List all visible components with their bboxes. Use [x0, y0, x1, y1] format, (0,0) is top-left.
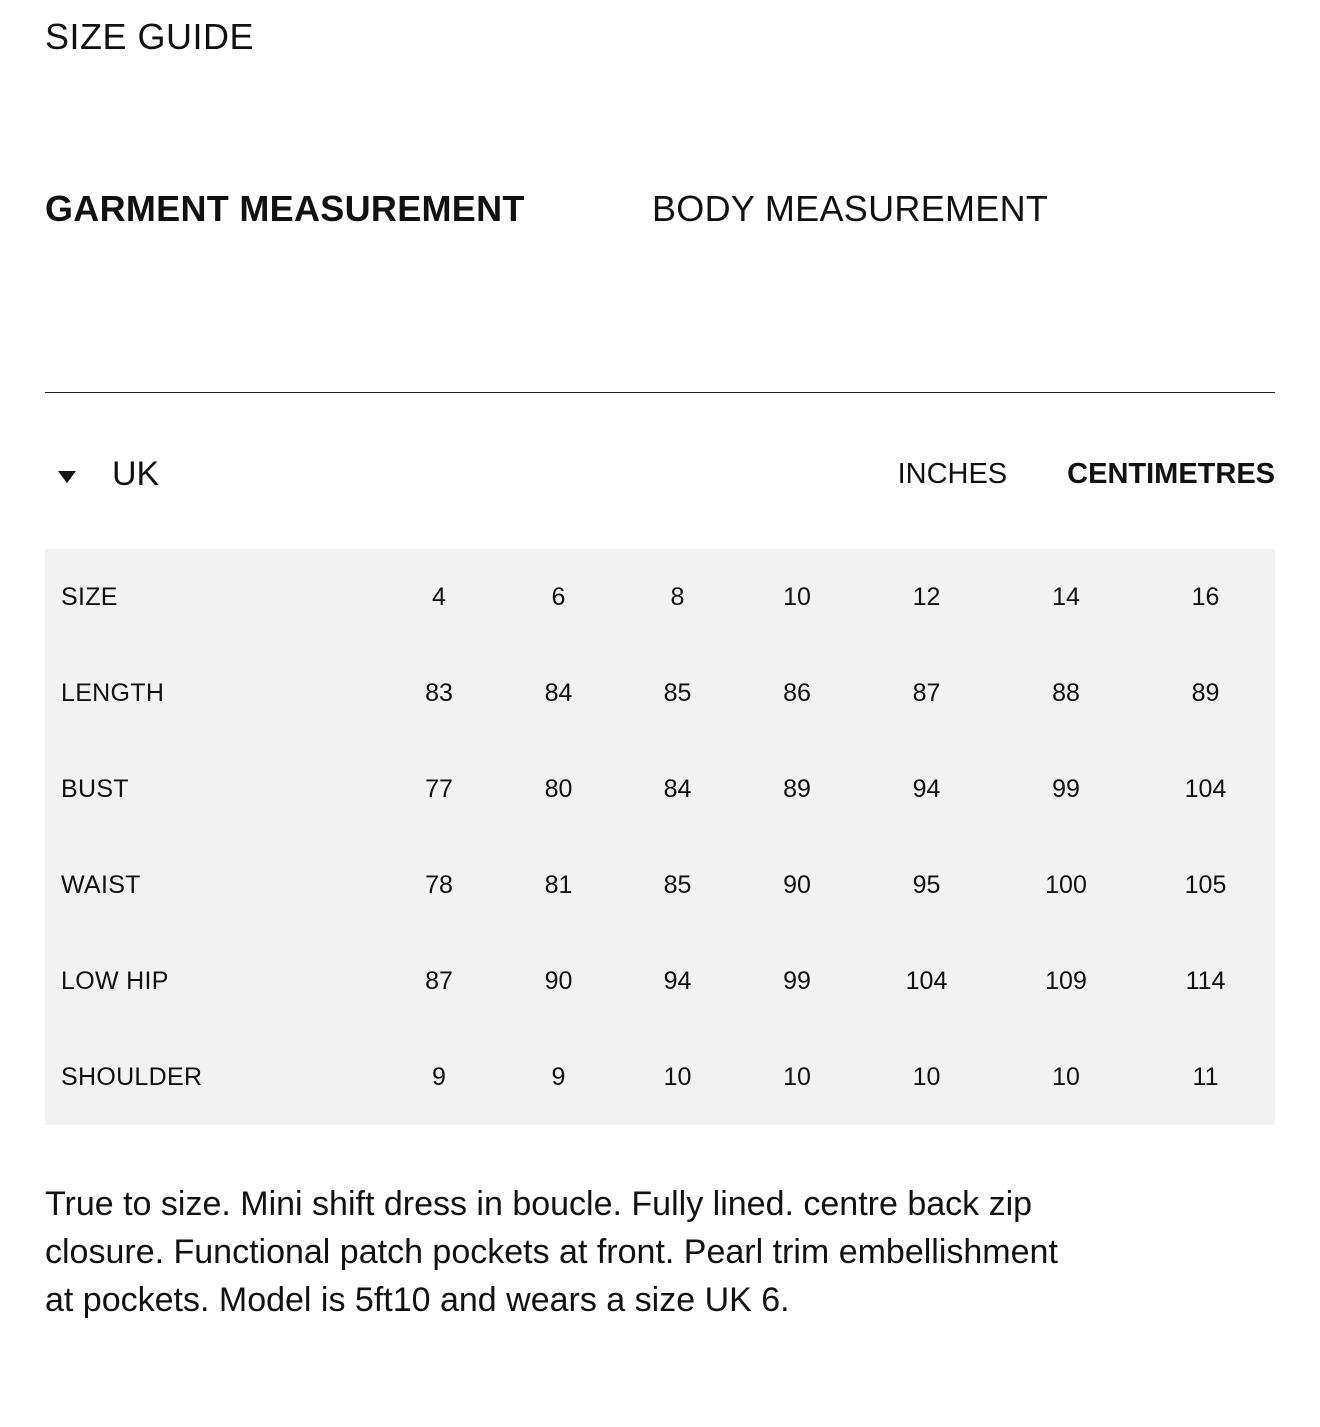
table-cell: 84 [544, 678, 573, 707]
row-label: LOW HIP [61, 966, 169, 995]
tab-garment-measurement[interactable]: GARMENT MEASUREMENT [45, 188, 525, 229]
caret-down-icon [58, 471, 76, 483]
table-cell: 109 [1045, 966, 1087, 995]
row-label: BUST [61, 774, 129, 803]
table-cell: 87 [912, 678, 941, 707]
row-label: LENGTH [61, 678, 165, 707]
unit-toggle [838, 458, 1275, 491]
table-cell: 10 [783, 582, 811, 611]
unit-inches[interactable]: INCHES [897, 458, 1008, 490]
table-cell: 16 [1191, 582, 1220, 611]
table-cell: 99 [1052, 774, 1080, 803]
row-label: SIZE [61, 582, 118, 611]
section-divider [45, 392, 1275, 393]
table-cell: 11 [1192, 1062, 1219, 1091]
table-cell: 9 [432, 1062, 446, 1091]
table-cell: 88 [1052, 678, 1080, 707]
table-cell: 104 [1184, 774, 1227, 803]
table-row [45, 549, 1275, 645]
measurement-tabs [45, 188, 1049, 230]
table-row [45, 837, 1275, 933]
row-label: SHOULDER [61, 1062, 203, 1091]
table-cell: 90 [783, 870, 811, 899]
table-cell: 84 [663, 774, 692, 803]
table-cell: 89 [1191, 678, 1220, 707]
table-cell: 10 [1052, 1062, 1080, 1091]
table-cell: 10 [783, 1062, 811, 1091]
table-cell: 10 [663, 1062, 692, 1091]
table-cell: 78 [425, 870, 453, 899]
table-row [45, 741, 1275, 837]
region-dropdown[interactable] [58, 455, 159, 494]
table-row [45, 933, 1275, 1029]
table-cell: 80 [544, 774, 573, 803]
table-cell: 85 [663, 678, 692, 707]
table-cell: 4 [432, 582, 446, 611]
table-cell: 9 [551, 1062, 566, 1091]
table-cell: 104 [905, 966, 948, 995]
table-cell: 14 [1052, 582, 1080, 611]
table-row [45, 645, 1275, 741]
tab-body-measurement[interactable]: BODY MEASUREMENT [652, 188, 1049, 229]
table-cell: 99 [783, 966, 811, 995]
unit-centimetres[interactable]: CENTIMETRES [1067, 458, 1275, 490]
table-cell: 6 [551, 582, 566, 611]
region-label: UK [112, 455, 160, 493]
table-cell: 86 [783, 678, 811, 707]
product-description: True to size. Mini shift dress in boucle. Fully lined. centre back zip closure. Functional patch pockets at front. Pearl trim embellishment at pockets. Model is 5ft10 and wears a size UK 6. [45, 1185, 1058, 1319]
table-cell: 77 [425, 774, 453, 803]
table-cell: 105 [1184, 870, 1227, 899]
table-cell: 94 [912, 774, 941, 803]
table-cell: 83 [425, 678, 453, 707]
table-cell: 12 [912, 582, 941, 611]
table-cell: 100 [1045, 870, 1087, 899]
size-table [45, 549, 1275, 1125]
table-cell: 87 [425, 966, 453, 995]
table-cell: 89 [783, 774, 811, 803]
table-cell: 8 [670, 582, 685, 611]
table-cell: 95 [912, 870, 941, 899]
table-cell: 114 [1185, 966, 1226, 995]
table-cell: 81 [544, 870, 573, 899]
table-cell: 94 [663, 966, 692, 995]
page-title: SIZE GUIDE [45, 16, 255, 57]
table-cell: 10 [912, 1062, 941, 1091]
row-label: WAIST [61, 870, 141, 899]
table-cell: 90 [544, 966, 573, 995]
table-row [45, 1029, 1275, 1125]
table-cell: 85 [663, 870, 692, 899]
